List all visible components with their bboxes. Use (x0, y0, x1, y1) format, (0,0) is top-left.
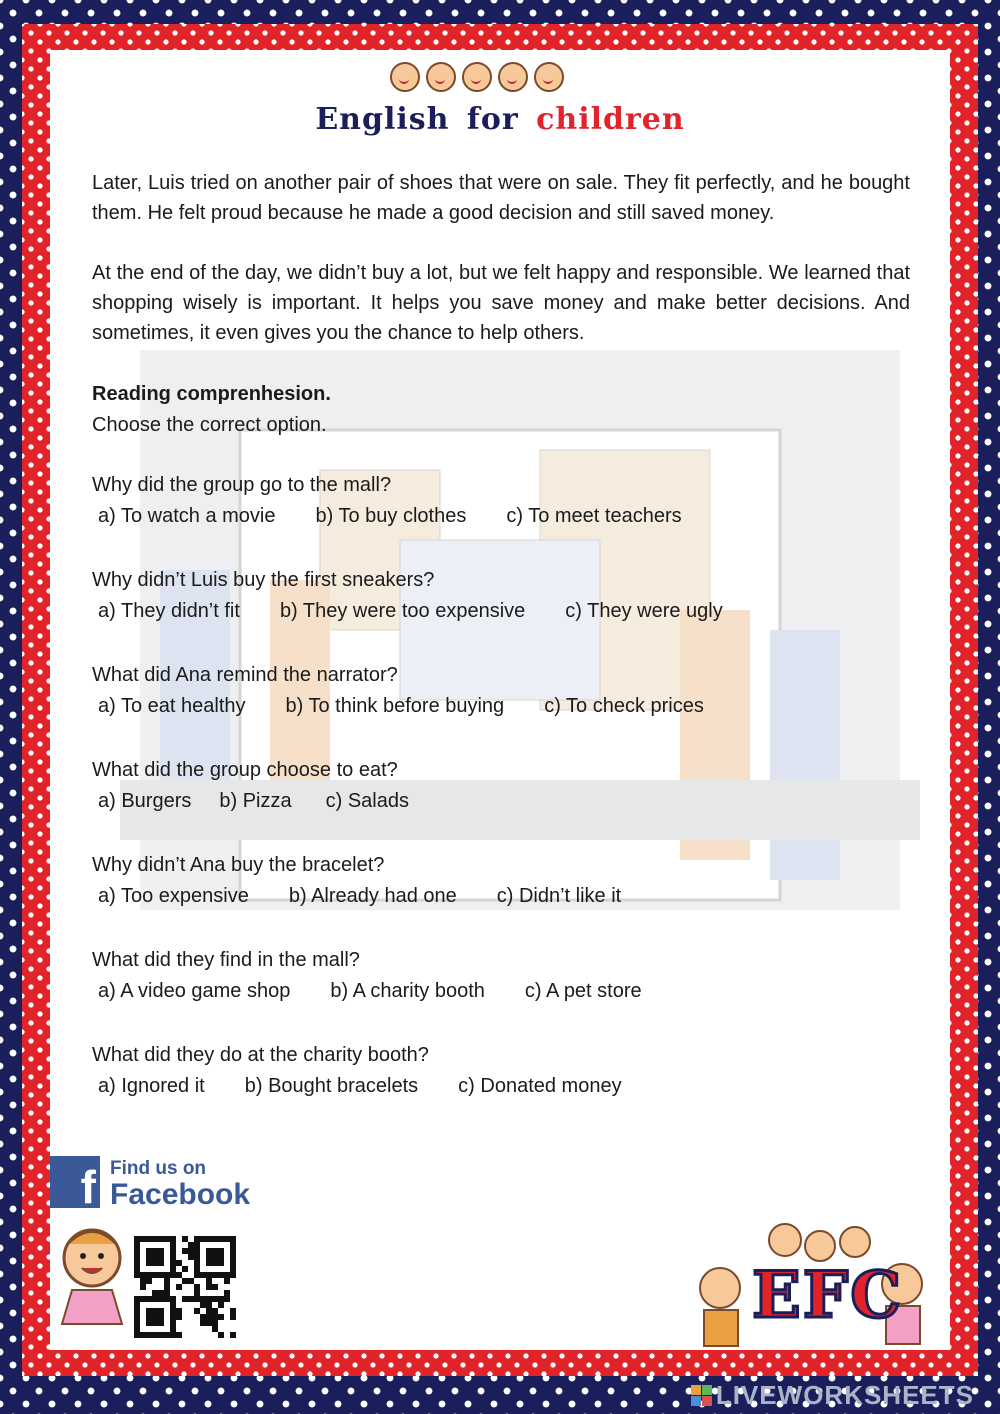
header (50, 60, 950, 140)
answer-option[interactable]: b) Already had one (288, 885, 457, 907)
question-text: Why didn’t Ana buy the bracelet? (92, 854, 385, 876)
answer-option[interactable]: c) A pet store (524, 980, 642, 1002)
answer-options (98, 1071, 910, 1102)
facebook-name-text: Facebook (110, 1178, 251, 1211)
kid-face-icon (498, 62, 528, 92)
question-text: What did the group choose to eat? (92, 759, 398, 781)
question-text: What did they find in the mall? (92, 949, 360, 971)
kid-face-icon (390, 62, 420, 92)
page-title (50, 102, 950, 137)
worksheet-page (50, 50, 950, 1350)
answer-option[interactable]: c) They were ugly (565, 600, 723, 622)
facebook-find-text: Find us on (110, 1158, 207, 1179)
facebook-icon: f (50, 1156, 100, 1208)
answer-options (98, 881, 910, 912)
title-word-english: English (315, 102, 450, 137)
girl-illustration (50, 1220, 140, 1340)
kid-face-icon (462, 62, 492, 92)
answer-option[interactable]: c) To meet teachers (506, 505, 682, 527)
question-block (92, 565, 910, 627)
watermark-text: LIVEWORKSHEETS (715, 1379, 974, 1410)
answer-option[interactable]: c) Didn’t like it (496, 885, 622, 907)
answer-option[interactable]: a) Too expensive (98, 885, 249, 907)
answer-option[interactable]: c) Donated money (458, 1075, 622, 1097)
section-title: Reading comprenhesion. (92, 383, 331, 405)
liveworksheets-icon (691, 1385, 712, 1406)
answer-options (98, 976, 910, 1007)
story-paragraph: Later, Luis tried on another pair of shoes that were on sale. They fit perfectly, and he bought them. He felt proud because he made a good decision and still saved money. (92, 172, 910, 224)
story-paragraph: At the end of the day, we didn’t buy a lot, but we felt happy and responsible. We learned that shopping wisely is important. It helps you save money and make better decisions. And sometimes, it even gives you the chance to help others. (92, 262, 910, 344)
kid-face-icon (426, 62, 456, 92)
question-text: What did they do at the charity booth? (92, 1044, 429, 1066)
answer-option[interactable]: c) Salads (325, 790, 409, 812)
answer-option[interactable]: b) Bought bracelets (244, 1075, 419, 1097)
question-block (92, 1040, 910, 1102)
question-block (92, 470, 910, 532)
answer-options (98, 786, 910, 817)
answer-option[interactable]: b) They were too expensive (279, 600, 526, 622)
answer-options (98, 596, 910, 627)
answer-option[interactable]: b) To buy clothes (315, 505, 467, 527)
answer-option[interactable]: b) A charity booth (330, 980, 485, 1002)
question-block (92, 660, 910, 722)
question-text: Why didn’t Luis buy the first sneakers? (92, 569, 435, 591)
question-text: Why did the group go to the mall? (92, 474, 392, 496)
answer-options (98, 501, 910, 532)
answer-options (98, 691, 910, 722)
efc-logo-text: EFC (752, 1258, 904, 1333)
answer-option[interactable]: c) To check prices (544, 695, 704, 717)
question-block (92, 755, 910, 817)
kid-face-icon (534, 62, 564, 92)
efc-logo (690, 1218, 930, 1350)
question-block (92, 850, 910, 912)
answer-option[interactable]: a) To eat healthy (98, 695, 246, 717)
answer-option[interactable]: b) To think before buying (285, 695, 505, 717)
worksheet-content (92, 168, 910, 1135)
title-word-for: for (466, 102, 519, 137)
answer-option[interactable]: a) Ignored it (98, 1075, 205, 1097)
answer-option[interactable]: a) To watch a movie (98, 505, 276, 527)
instruction-text: Choose the correct option. (92, 414, 327, 436)
answer-option[interactable]: a) Burgers (98, 790, 192, 812)
liveworksheets-watermark (691, 1380, 974, 1410)
title-word-children: children (536, 102, 685, 137)
answer-option[interactable]: a) A video game shop (98, 980, 291, 1002)
answer-option[interactable]: a) They didn’t fit (98, 600, 240, 622)
facebook-promo[interactable] (50, 1156, 290, 1216)
answer-option[interactable]: b) Pizza (219, 790, 292, 812)
header-kids-logo (390, 62, 564, 92)
qr-code (134, 1236, 236, 1338)
question-text: What did Ana remind the narrator? (92, 664, 398, 686)
question-block (92, 945, 910, 1007)
